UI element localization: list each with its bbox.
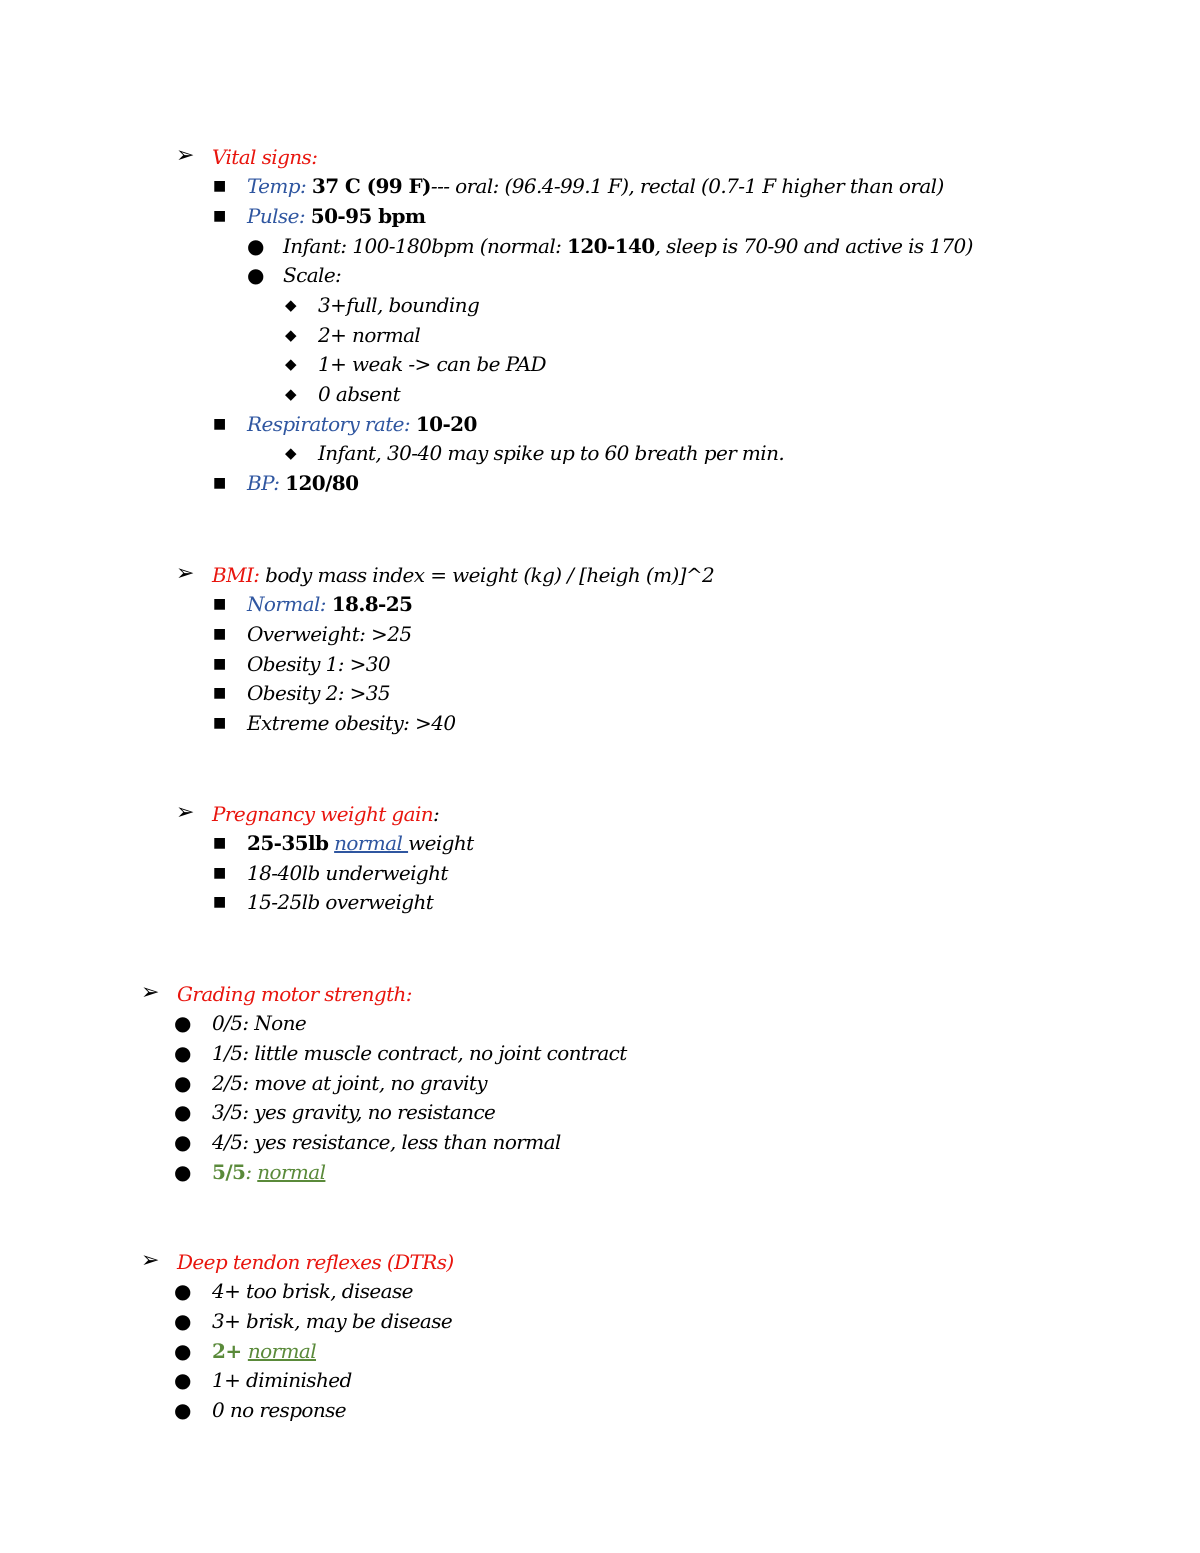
pulse-value: 50-95 bpm (310, 204, 426, 228)
section-heading: Vital signs: (212, 145, 318, 169)
resp-label: Respiratory rate: (247, 412, 411, 436)
list-item: ■ Extreme obesity: >40 (0, 708, 1200, 738)
resp-value: 10-20 (415, 412, 477, 436)
temp-line (0, 171, 1200, 201)
square-bullet-icon: ■ (213, 178, 227, 194)
bmi-formula: body mass index = weight (kg) / [heigh (m)]^2 (259, 563, 715, 587)
square-bullet-icon: ■ (213, 715, 227, 731)
section-heading: Grading motor strength: (177, 982, 412, 1006)
list-item: ■ Obesity 2: >35 (0, 678, 1200, 708)
diamond-bullet-icon: ◆ (285, 385, 297, 403)
infant-normal-pulse: 120-140 (567, 234, 655, 258)
section-heading: BMI: (212, 563, 260, 587)
list-item: ● 0/5: None (0, 1008, 1200, 1038)
square-bullet-icon: ■ (213, 894, 227, 910)
list-item: ■ Obesity 1: >30 (0, 649, 1200, 679)
bmi-normal-line (0, 589, 1200, 619)
dtr-normal-link[interactable]: normal (247, 1339, 317, 1363)
dot-bullet-icon: ● (174, 1130, 192, 1154)
list-item: ◆ Infant, 30-40 may spike up to 60 breath per min. (0, 438, 1200, 468)
list-item: ◆ 2+ normal (0, 320, 1200, 350)
dot-bullet-icon: ● (247, 234, 265, 258)
motor-heading-line (0, 979, 1200, 1009)
resp-line (0, 409, 1200, 439)
list-item: ■ 18-40lb underweight (0, 858, 1200, 888)
motor-normal-link[interactable]: normal (257, 1160, 326, 1184)
diamond-bullet-icon: ◆ (285, 296, 297, 314)
list-item: ● 1+ diminished (0, 1365, 1200, 1395)
dot-bullet-icon: ● (174, 1071, 192, 1095)
scale-label: Scale: (283, 263, 342, 287)
list-item: ● 2+ normal (0, 1336, 1200, 1366)
arrow-bullet-icon: ➢ (141, 980, 160, 1005)
dot-bullet-icon: ● (174, 1279, 192, 1303)
list-item: ● 1/5: little muscle contract, no joint contract (0, 1038, 1200, 1068)
list-item: ● 3+ brisk, may be disease (0, 1306, 1200, 1336)
square-bullet-icon: ■ (213, 475, 227, 491)
dot-bullet-icon: ● (174, 1041, 192, 1065)
dot-bullet-icon: ● (174, 1398, 192, 1422)
dot-bullet-icon: ● (247, 263, 265, 287)
square-bullet-icon: ■ (213, 865, 227, 881)
section-heading: Deep tendon reflexes (DTRs) (177, 1250, 454, 1274)
dot-bullet-icon: ● (174, 1011, 192, 1035)
square-bullet-icon: ■ (213, 685, 227, 701)
list-item: ◆ 0 absent (0, 379, 1200, 409)
normal-weight-link[interactable]: normal (334, 831, 409, 855)
arrow-bullet-icon: ➢ (141, 1248, 160, 1273)
pulse-label: Pulse: (247, 204, 305, 228)
list-item: ■ Overweight: >25 (0, 619, 1200, 649)
diamond-bullet-icon: ◆ (285, 444, 297, 462)
arrow-bullet-icon: ➢ (176, 143, 195, 168)
bmi-normal-label: Normal: (247, 592, 326, 616)
scale-line (0, 260, 1200, 290)
bp-line (0, 468, 1200, 498)
square-bullet-icon: ■ (213, 208, 227, 224)
square-bullet-icon: ■ (213, 626, 227, 642)
list-item: ● 0 no response (0, 1395, 1200, 1425)
bp-label: BP: (247, 471, 280, 495)
square-bullet-icon: ■ (213, 596, 227, 612)
list-item: ● 4+ too brisk, disease (0, 1276, 1200, 1306)
square-bullet-icon: ■ (213, 656, 227, 672)
temp-value: 37 C (99 F) (311, 174, 431, 198)
list-item: ● 5/5: normal (0, 1157, 1200, 1187)
list-item: ■ 15-25lb overweight (0, 887, 1200, 917)
bmi-heading-line (0, 560, 1200, 590)
dot-bullet-icon: ● (174, 1339, 192, 1363)
square-bullet-icon: ■ (213, 416, 227, 432)
dtr-heading-line (0, 1247, 1200, 1277)
dot-bullet-icon: ● (174, 1160, 192, 1184)
bp-value: 120/80 (285, 471, 359, 495)
square-bullet-icon: ■ (213, 835, 227, 851)
dot-bullet-icon: ● (174, 1309, 192, 1333)
pulse-line (0, 201, 1200, 231)
vital-signs-heading-line (0, 142, 1200, 172)
pregnancy-heading-line: ➢ Pregnancy weight gain: (176, 800, 440, 826)
dot-bullet-icon: ● (174, 1368, 192, 1392)
diamond-bullet-icon: ◆ (285, 355, 297, 373)
diamond-bullet-icon: ◆ (285, 326, 297, 344)
infant-pulse-line: ● Infant: 100-180bpm (normal: 120-140, sleep is 70-90 and active is 170) (0, 231, 1200, 261)
list-item: ■ 25-35lb normal weight (0, 828, 1200, 858)
list-item: ● 4/5: yes resistance, less than normal (0, 1127, 1200, 1157)
list-item: ◆ 1+ weak -> can be PAD (0, 349, 1200, 379)
bmi-normal-value: 18.8-25 (331, 592, 413, 616)
list-item: ◆ 3+full, bounding (0, 290, 1200, 320)
temp-details: --- oral: (96.4-99.1 F), rectal (0.7-1 F higher than oral) (430, 174, 944, 198)
list-item: ● 3/5: yes gravity, no resistance (0, 1097, 1200, 1127)
list-item: ● 2/5: move at joint, no gravity (0, 1068, 1200, 1098)
temp-label: Temp: (247, 174, 307, 198)
section-heading: Pregnancy weight gain (212, 802, 434, 826)
arrow-bullet-icon: ➢ (176, 561, 195, 586)
dot-bullet-icon: ● (174, 1100, 192, 1124)
arrow-bullet-icon: ➢ (176, 800, 195, 825)
